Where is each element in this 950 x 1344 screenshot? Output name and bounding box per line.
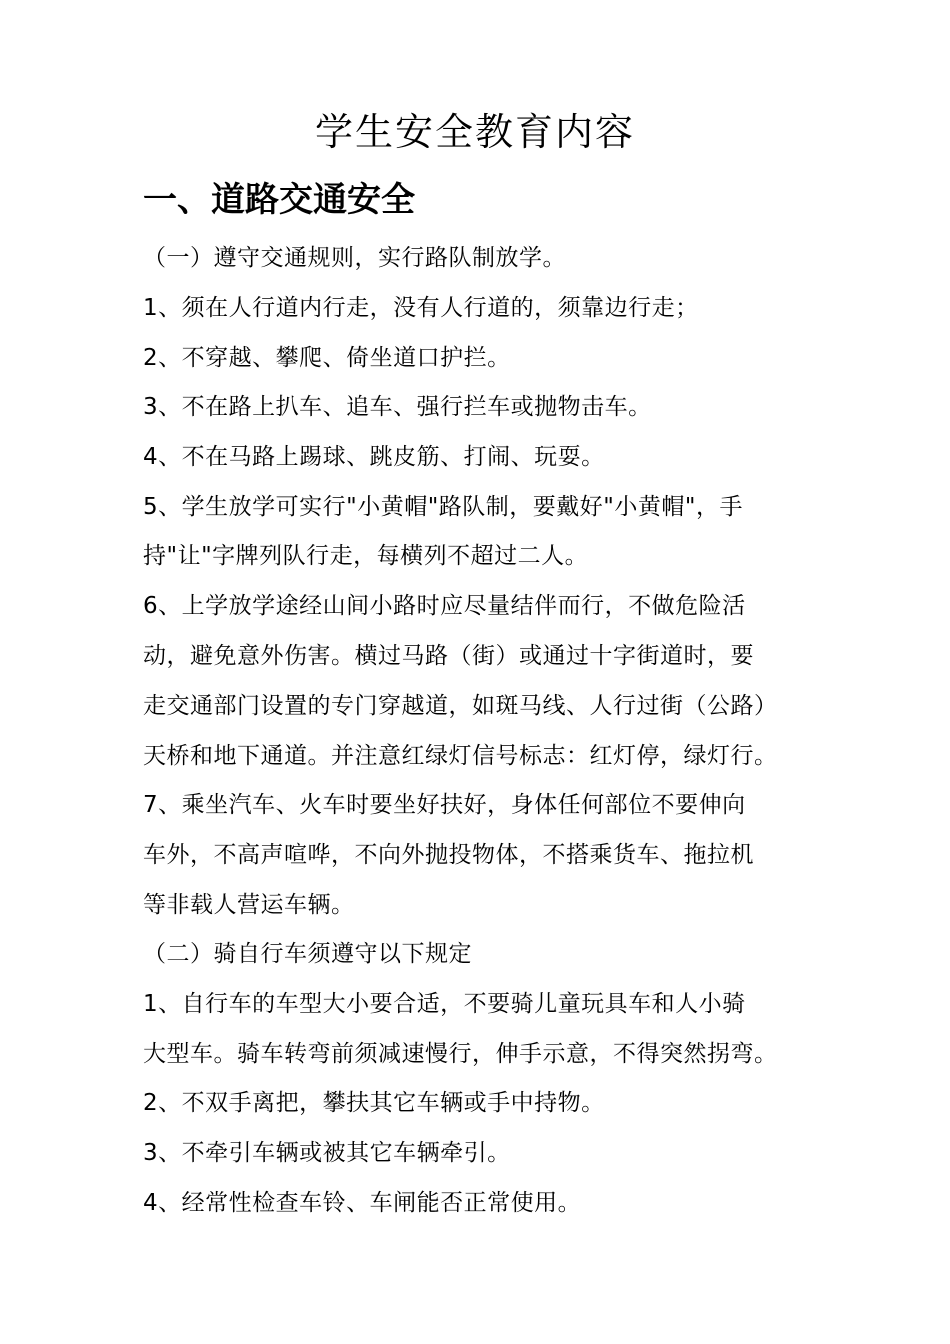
paragraph-line: 2、不穿越、攀爬、倚坐道口护拦。 xyxy=(143,345,511,371)
paragraph-line: 2、不双手离把，攀扶其它车辆或手中持物。 xyxy=(143,1090,605,1116)
paragraph-line: 7、乘坐汽车、火车时要坐好扶好，身体任何部位不要伸向 xyxy=(143,792,746,818)
paragraph-line: 动，避免意外伤害。横过马路（街）或通过十字街道时，要 xyxy=(143,643,754,669)
document-title: 学生安全教育内容 xyxy=(314,110,635,154)
paragraph-line: 4、经常性检查车铃、车闸能否正常使用。 xyxy=(143,1190,582,1216)
paragraph-line: 3、不在路上扒车、追车、强行拦车或抛物击车。 xyxy=(143,394,652,420)
paragraph-line: 车外，不高声喧哗，不向外抛投物体，不搭乘货车、拖拉机 xyxy=(143,842,754,868)
paragraph-line: 5、学生放学可实行"小黄帽"路队制，要戴好"小黄帽"，手 xyxy=(143,494,743,520)
paragraph-line: 天桥和地下通道。并注意红绿灯信号标志：红灯停，绿灯行。 xyxy=(143,743,778,769)
subsection-heading-1: （一）遵守交通规则，实行路队制放学。 xyxy=(143,245,566,271)
paragraph-line: 6、上学放学途经山间小路时应尽量结伴而行，不做危险活 xyxy=(143,593,746,619)
paragraph-line: 大型车。骑车转弯前须减速慢行，伸手示意，不得突然拐弯。 xyxy=(143,1041,778,1067)
paragraph-line: 3、不牵引车辆或被其它车辆牵引。 xyxy=(143,1140,511,1166)
paragraph-line: 持"让"字牌列队行走，每横列不超过二人。 xyxy=(143,543,589,569)
paragraph-line: 走交通部门设置的专门穿越道，如斑马线、人行过街（公路） xyxy=(143,693,778,719)
paragraph-line: 4、不在马路上踢球、跳皮筋、打闹、玩耍。 xyxy=(143,444,605,470)
section-heading: 一、道路交通安全 xyxy=(143,180,415,220)
subsection-heading-2: （二）骑自行车须遵守以下规定 xyxy=(143,941,472,967)
paragraph-line: 等非载人营运车辆。 xyxy=(143,892,355,918)
paragraph-line: 1、自行车的车型大小要合适，不要骑儿童玩具车和人小骑 xyxy=(143,991,746,1017)
paragraph-line: 1、须在人行道内行走，没有人行道的，须靠边行走； xyxy=(143,295,699,321)
